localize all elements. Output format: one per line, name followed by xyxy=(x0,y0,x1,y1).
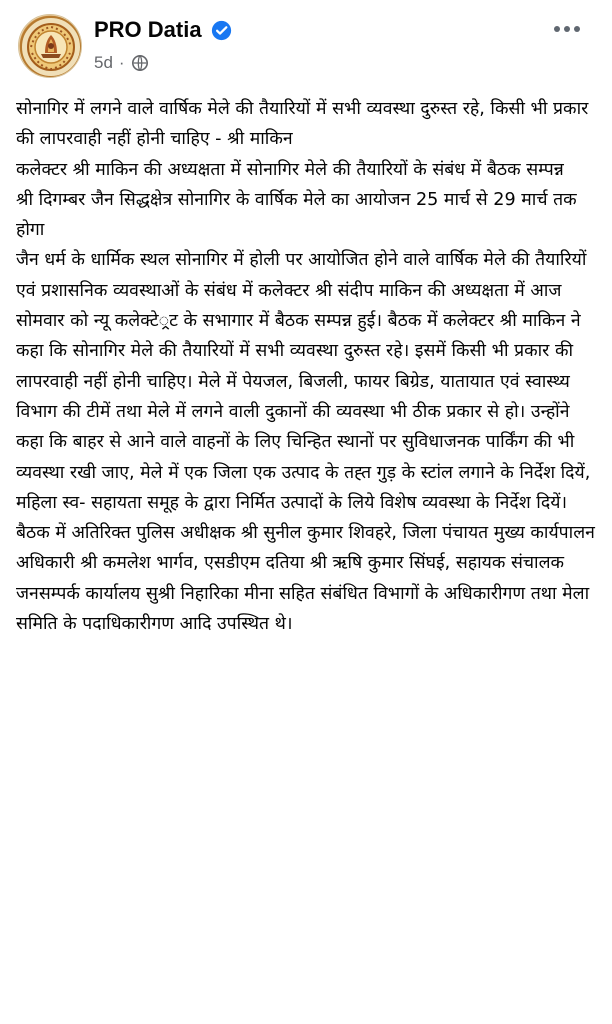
more-options-dot-icon xyxy=(554,26,560,32)
page-avatar[interactable] xyxy=(18,14,82,78)
post-paragraph: कलेक्टर श्री माकिन की अध्यक्षता में सोनागिर मेले की तैयारियों के संबंध में बैठक सम्पन्न xyxy=(16,159,564,180)
emblem-logo-icon xyxy=(19,15,82,78)
post-meta xyxy=(94,52,149,74)
globe-icon[interactable] xyxy=(131,54,149,72)
post-time[interactable]: 5d xyxy=(94,53,113,72)
post-paragraph: जैन धर्म के धार्मिक स्थल सोनागिर में होली पर आयोजित होने वाले वार्षिक मेले की तैयारियों एवं प्रशासनिक व्यवस्थाओं के संबंध में कलेक्टर श्री संदीप माकिन की अध्यक्षता में आज सोमवार को न्यू कलेक्टे‍्रट के सभागार में बैठक सम्पन्न हुई। बैठक में कलेक्टर श्री माकिन ने कहा कि सोनागिर मेले की तैयारियों में सभी व्यवस्था दुरुस्त रहे। इसमें किसी भी प्रकार की लापरवाही नहीं होनी चाहिए। मेले में पेयजल, बिजली, फायर बिग्रेड, यातायात एवं स्वास्थ्य विभाग की टीमें तथा मेले में लगने वाली दुकानों की व्यवस्था भी ठीक प्रकार से हो। उन्होंने कहा कि बाहर से आने वाले वाहनों के लिए चिन्हित स्थानों पर सुविधाजनक पार्किंग की भी व्यवस्था रखी जाए, मेले में एक जिला एक उत्पाद के तह्त गुड़ के स्टांल लगाने के निर्देश दियें, महिला स्व- सहायता समूह के द्वारा निर्मित उत्पादों के लिये विशेष व्यवस्था के निर्देश दियें। xyxy=(16,250,591,513)
post-paragraph: श्री दिगम्बर जैन सिद्धक्षेत्र सोनागिर के वार्षिक मेले का आयोजन 25 मार्च से 29 मार्च तक होगा xyxy=(16,189,577,241)
page-name[interactable]: PRO Datia xyxy=(94,17,202,42)
post-paragraph: बैठक में अतिरिक्त पुलिस अधीक्षक श्री सुनील कुमार शिवहरे, जिला पंचायत मुख्य कार्यपालन अधिकारी श्री कमलेश भार्गव, एसडीएम दतिया श्री ऋषि कुमार सिंघई, सहायक संचालक जनसम्पर्क कार्यालय सुश्री निहारिका मीना सहित संबंधित विभागों के अधिकारीगण तथा मेला समिति के पदाधिकारीगण आदि उपस्थित थे। xyxy=(16,523,595,635)
more-options-dot-icon xyxy=(564,26,570,32)
meta-separator: · xyxy=(118,53,125,72)
post-text xyxy=(16,94,600,639)
verified-badge-icon xyxy=(211,20,232,41)
post-paragraph: सोनागिर में लगने वाले वार्षिक मेले की तैयारियों में सभी व्यवस्था दुरुस्त रहे, किसी भी प्रकार की लापरवाही नहीं होनी चाहिए - श्री माकिन xyxy=(16,99,589,150)
post-header xyxy=(0,0,612,88)
more-options-button[interactable] xyxy=(554,22,582,36)
more-options-dot-icon xyxy=(574,26,580,32)
